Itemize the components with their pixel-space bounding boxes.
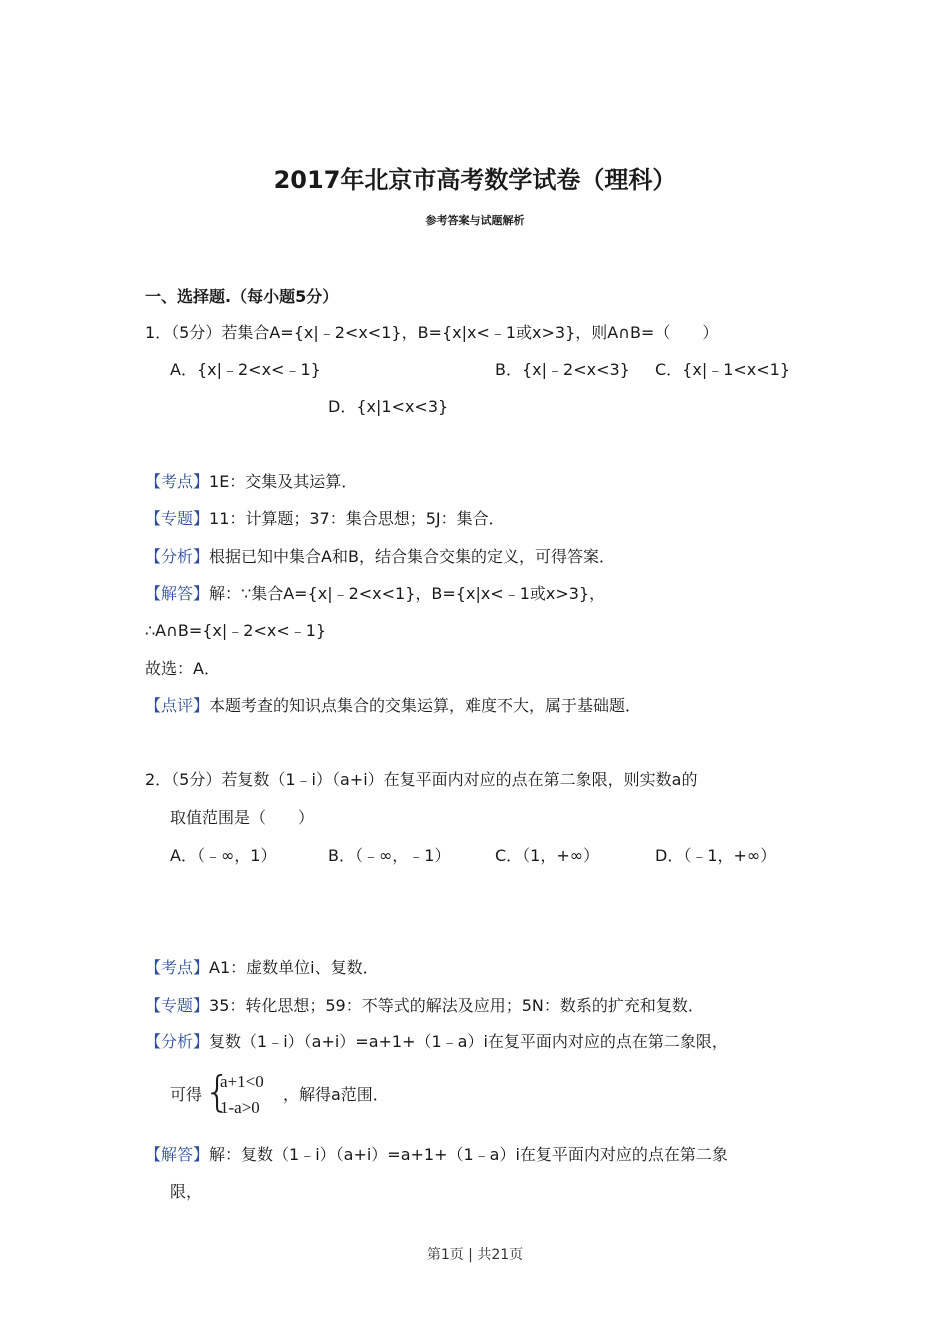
q1-option-b: B．{x|﹣2<x<3}	[495, 360, 630, 379]
kaodian-text: A1：虚数单位i、复数．	[209, 958, 379, 977]
dianping-text: 本题考查的知识点集合的交集运算，难度不大，属于基础题．	[209, 696, 642, 715]
system-line-1: a+1<0	[220, 1072, 264, 1091]
q2-option-c: C．（1，+∞）	[495, 846, 600, 865]
q1-option-d: D．{x|1<x<3}	[328, 397, 449, 416]
kaodian-tag: 【考点】	[145, 958, 210, 977]
q1-jieda	[145, 583, 605, 605]
q2-jieda	[145, 1144, 728, 1166]
dianping-tag: 【点评】	[145, 696, 210, 715]
q2-option-d: D．（﹣1，+∞）	[655, 846, 777, 865]
q2-fenxi-suffix: ，解得a范围．	[283, 1085, 389, 1104]
q2-zhuanti	[145, 995, 704, 1017]
zhuanti-text: 35：转化思想；59：不等式的解法及应用；5N：数系的扩充和复数．	[209, 996, 704, 1015]
jieda-tag: 【解答】	[145, 1145, 210, 1164]
fenxi-tag: 【分析】	[145, 1032, 210, 1051]
q2-jieda-line2: 限，	[170, 1182, 203, 1201]
q1-jieda-line2: ∴A∩B={x|﹣2<x<﹣1}	[145, 621, 327, 640]
q1-guxuan: 故选：A．	[145, 659, 220, 678]
fenxi-text: 复数（1﹣i）（a+i）=a+1+（1﹣a）i在复平面内对应的点在第二象限，	[209, 1032, 728, 1051]
q1-dianping	[145, 695, 641, 717]
q1-option-c: C．{x|﹣1<x<1}	[655, 360, 791, 379]
q2-stem-line2: 取值范围是（ ）	[170, 808, 315, 827]
jieda-text: 解：复数（1﹣i）（a+i）=a+1+（1﹣a）i在复平面内对应的点在第二象	[209, 1145, 728, 1164]
jieda-tag: 【解答】	[145, 584, 210, 603]
q2-fenxi	[145, 1031, 728, 1053]
kaodian-text: 1E：交集及其运算．	[209, 472, 358, 491]
q1-option-a: A．{x|﹣2<x<﹣1}	[170, 360, 321, 379]
q1-zhuanti	[145, 508, 505, 530]
q2-fenxi-prefix: 可得	[170, 1085, 203, 1104]
zhuanti-tag: 【专题】	[145, 996, 210, 1015]
q2-option-b: B．（﹣∞，﹣1）	[328, 846, 451, 865]
fenxi-tag: 【分析】	[145, 547, 210, 566]
zhuanti-text: 11：计算题；37：集合思想；5J：集合．	[209, 509, 505, 528]
jieda-text: 解：∵集合A={x|﹣2<x<1}，B={x|x<﹣1或x>3}，	[209, 584, 606, 603]
system-line-2: 1-a>0	[220, 1098, 260, 1117]
q1-fenxi	[145, 546, 615, 568]
kaodian-tag: 【考点】	[145, 472, 210, 491]
page-title: 2017年北京市高考数学试卷（理科）	[273, 166, 677, 194]
q1-stem: 1．（5分）若集合A={x|﹣2<x<1}，B={x|x<﹣1或x>3}，则A∩B=（ ）	[145, 323, 719, 342]
page-subtitle: 参考答案与试题解析	[425, 214, 525, 227]
q2-kaodian	[145, 957, 379, 979]
q2-option-a: A．（﹣∞，1）	[170, 846, 277, 865]
fenxi-text: 根据已知中集合A和B，结合集合交集的定义，可得答案．	[209, 547, 615, 566]
q1-kaodian	[145, 471, 357, 493]
zhuanti-tag: 【专题】	[145, 509, 210, 528]
q2-stem-line1: 2．（5分）若复数（1﹣i）（a+i）在复平面内对应的点在第二象限，则实数a的	[145, 770, 698, 789]
left-brace-icon: {	[204, 1067, 231, 1116]
section-heading: 一、选择题.（每小题5分）	[145, 287, 339, 306]
page-footer: 第1页 | 共21页	[426, 1247, 524, 1263]
